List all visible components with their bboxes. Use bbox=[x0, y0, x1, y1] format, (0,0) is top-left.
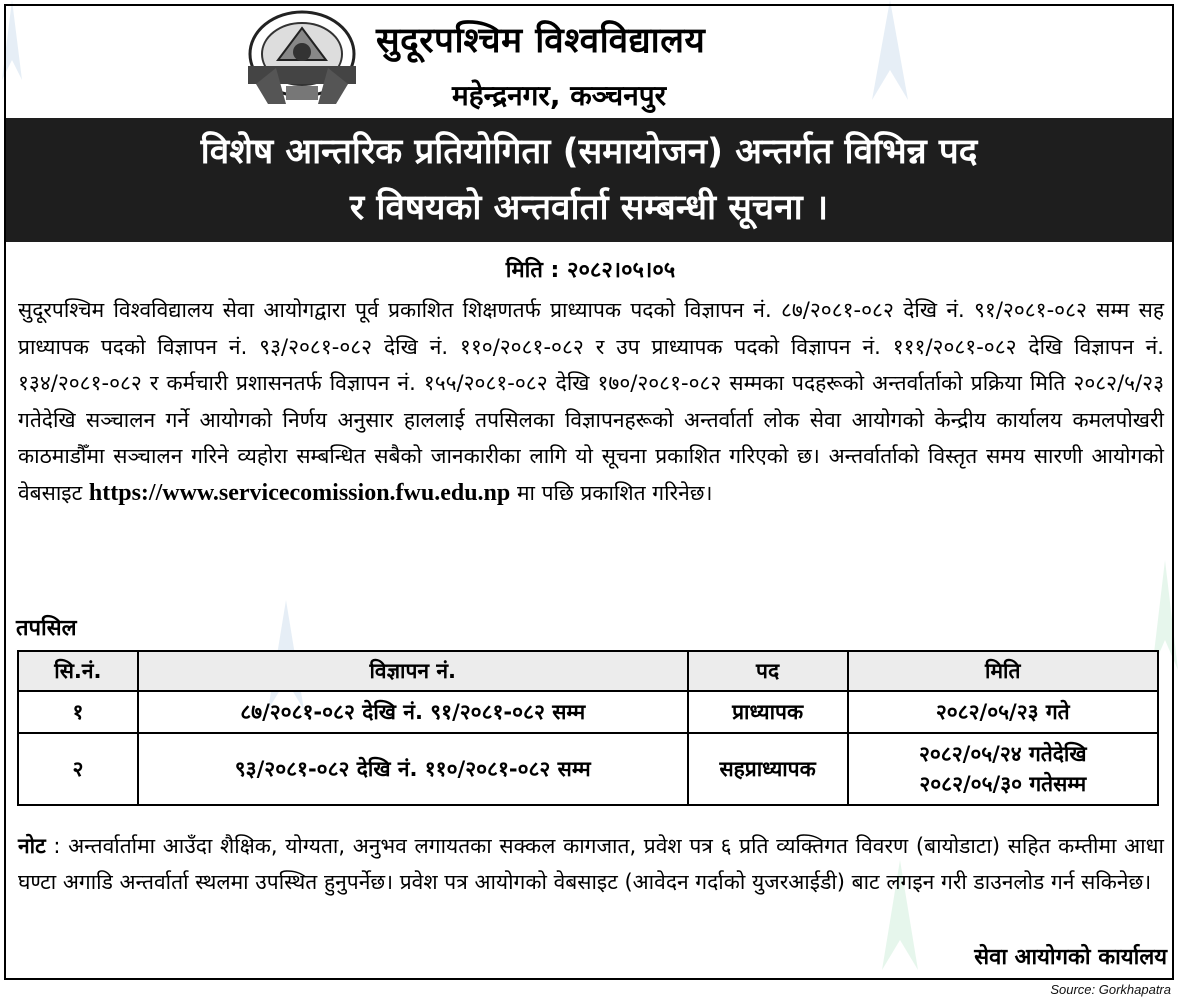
cell-serial: २ bbox=[18, 733, 138, 805]
cell-ad-number: ८७/२०८१-०८२ देखि नं. ९१/२०८१-०८२ सम्म bbox=[138, 691, 688, 733]
table-row bbox=[18, 691, 1158, 733]
cell-post: प्राध्यापक bbox=[688, 691, 848, 733]
notice-date: मिति : २०८२।०५।०५ bbox=[505, 258, 676, 283]
schedule-heading: तपसिल bbox=[16, 616, 77, 641]
body-text-main: सुदूरपश्चिम विश्वविद्यालय सेवा आयोगद्वारा पूर्व प्रकाशित शिक्षणतर्फ प्राध्यापक पदको विज्ञापन नं. ८७/२०८१-०८२ देखि नं. ९१/२०८१-०८२ सम्म सह प्राध्यापक पदको विज्ञापन नं. ९३/२०८१-०८२ देखि नं. ११०/२०८१-०८२ र उप प्राध्यापक पदको विज्ञापन नं. १११/२०८१-०८२ देखि विज्ञापन नं. १३४/२०८१-०८२ र कर्मचारी प्रशासनतर्फ विज्ञापन नं. १५५/२०८१-०८२ देखि १७०/२०८१-०८२ सम्मका पदहरूको अन्तर्वार्ताको प्रक्रिया मिति २०८२/५/२३ गतेदेखि सञ्चालन गर्ने आयोगको निर्णय अनुसार हाललाई तपसिलका विज्ञापनहरूको अन्तर्वार्ता लोक सेवा आयोगको केन्द्रीय कार्यालय कमलपोखरी काठमाडौँमा सञ्चालन गरिने व्यहोरा सम्बन्धित सबैको जानकारीका लागि यो सूचना प्रकाशित गरिएको छ। अन्तर्वार्ताको विस्तृत समय सारणी आयोगको वेबसाइट bbox=[18, 298, 1164, 505]
note-label: नोट bbox=[18, 834, 46, 858]
university-location: महेन्द्रनगर, कञ्चनपुर bbox=[452, 79, 667, 112]
cell-ad-number: ९३/२०८१-०८२ देखि नं. ११०/२०८१-०८२ सम्म bbox=[138, 733, 688, 805]
table-row bbox=[18, 733, 1158, 805]
notice-body bbox=[18, 292, 1164, 511]
notice-title-banner bbox=[6, 118, 1172, 242]
notice-title-line2: र विषयको अन्तर्वार्ता सम्बन्धी सूचना । bbox=[349, 188, 829, 228]
header-serial: सि.नं. bbox=[18, 651, 138, 691]
cell-date bbox=[848, 691, 1158, 733]
interview-schedule-table bbox=[17, 650, 1159, 806]
cell-post: सहप्राध्यापक bbox=[688, 733, 848, 805]
issuing-office: सेवा आयोगको कार्यालय bbox=[974, 945, 1167, 970]
body-text-end: मा पछि प्रकाशित गरिनेछ। bbox=[516, 480, 713, 505]
cell-date-line1: २०८२/०५/२४ गतेदेखि bbox=[918, 742, 1087, 766]
cell-date-line1: २०८२/०५/२३ गते bbox=[935, 700, 1070, 724]
website-url[interactable]: https://www.servicecomission.fwu.edu.np bbox=[88, 479, 511, 506]
cell-serial: १ bbox=[18, 691, 138, 733]
cell-date bbox=[848, 733, 1158, 805]
notice-title-line1: विशेष आन्तरिक प्रतियोगिता (समायोजन) अन्तर्गत विभिन्न पद bbox=[200, 132, 978, 172]
table-header-row bbox=[18, 651, 1158, 691]
header-date: मिति bbox=[848, 651, 1158, 691]
source-credit: Source: Gorkhapatra bbox=[1050, 982, 1171, 997]
cell-date-line2: २०८२/०५/३० गतेसम्म bbox=[919, 772, 1087, 796]
university-name: सुदूरपश्चिम विश्वविद्यालय bbox=[376, 21, 706, 61]
header-ad-number: विज्ञापन नं. bbox=[138, 651, 688, 691]
university-emblem-icon bbox=[246, 8, 358, 112]
header-post: पद bbox=[688, 651, 848, 691]
notice-note bbox=[18, 828, 1164, 900]
note-text: : अन्तर्वार्तामा आउँदा शैक्षिक, योग्यता, अनुभव लगायतका सक्कल कागजात, प्रवेश पत्र ६ प्रति व्यक्तिगत विवरण (बायोडाटा) सहित कम्तीमा आधा घण्टा अगाडि अन्तर्वार्ता स्थलमा उपस्थित हुनुपर्नेछ। प्रवेश पत्र आयोगको वेबसाइट (आवेदन गर्दाको युजरआईडी) बाट लगइन गरी डाउनलोड गर्न सकिनेछ। bbox=[18, 834, 1164, 894]
